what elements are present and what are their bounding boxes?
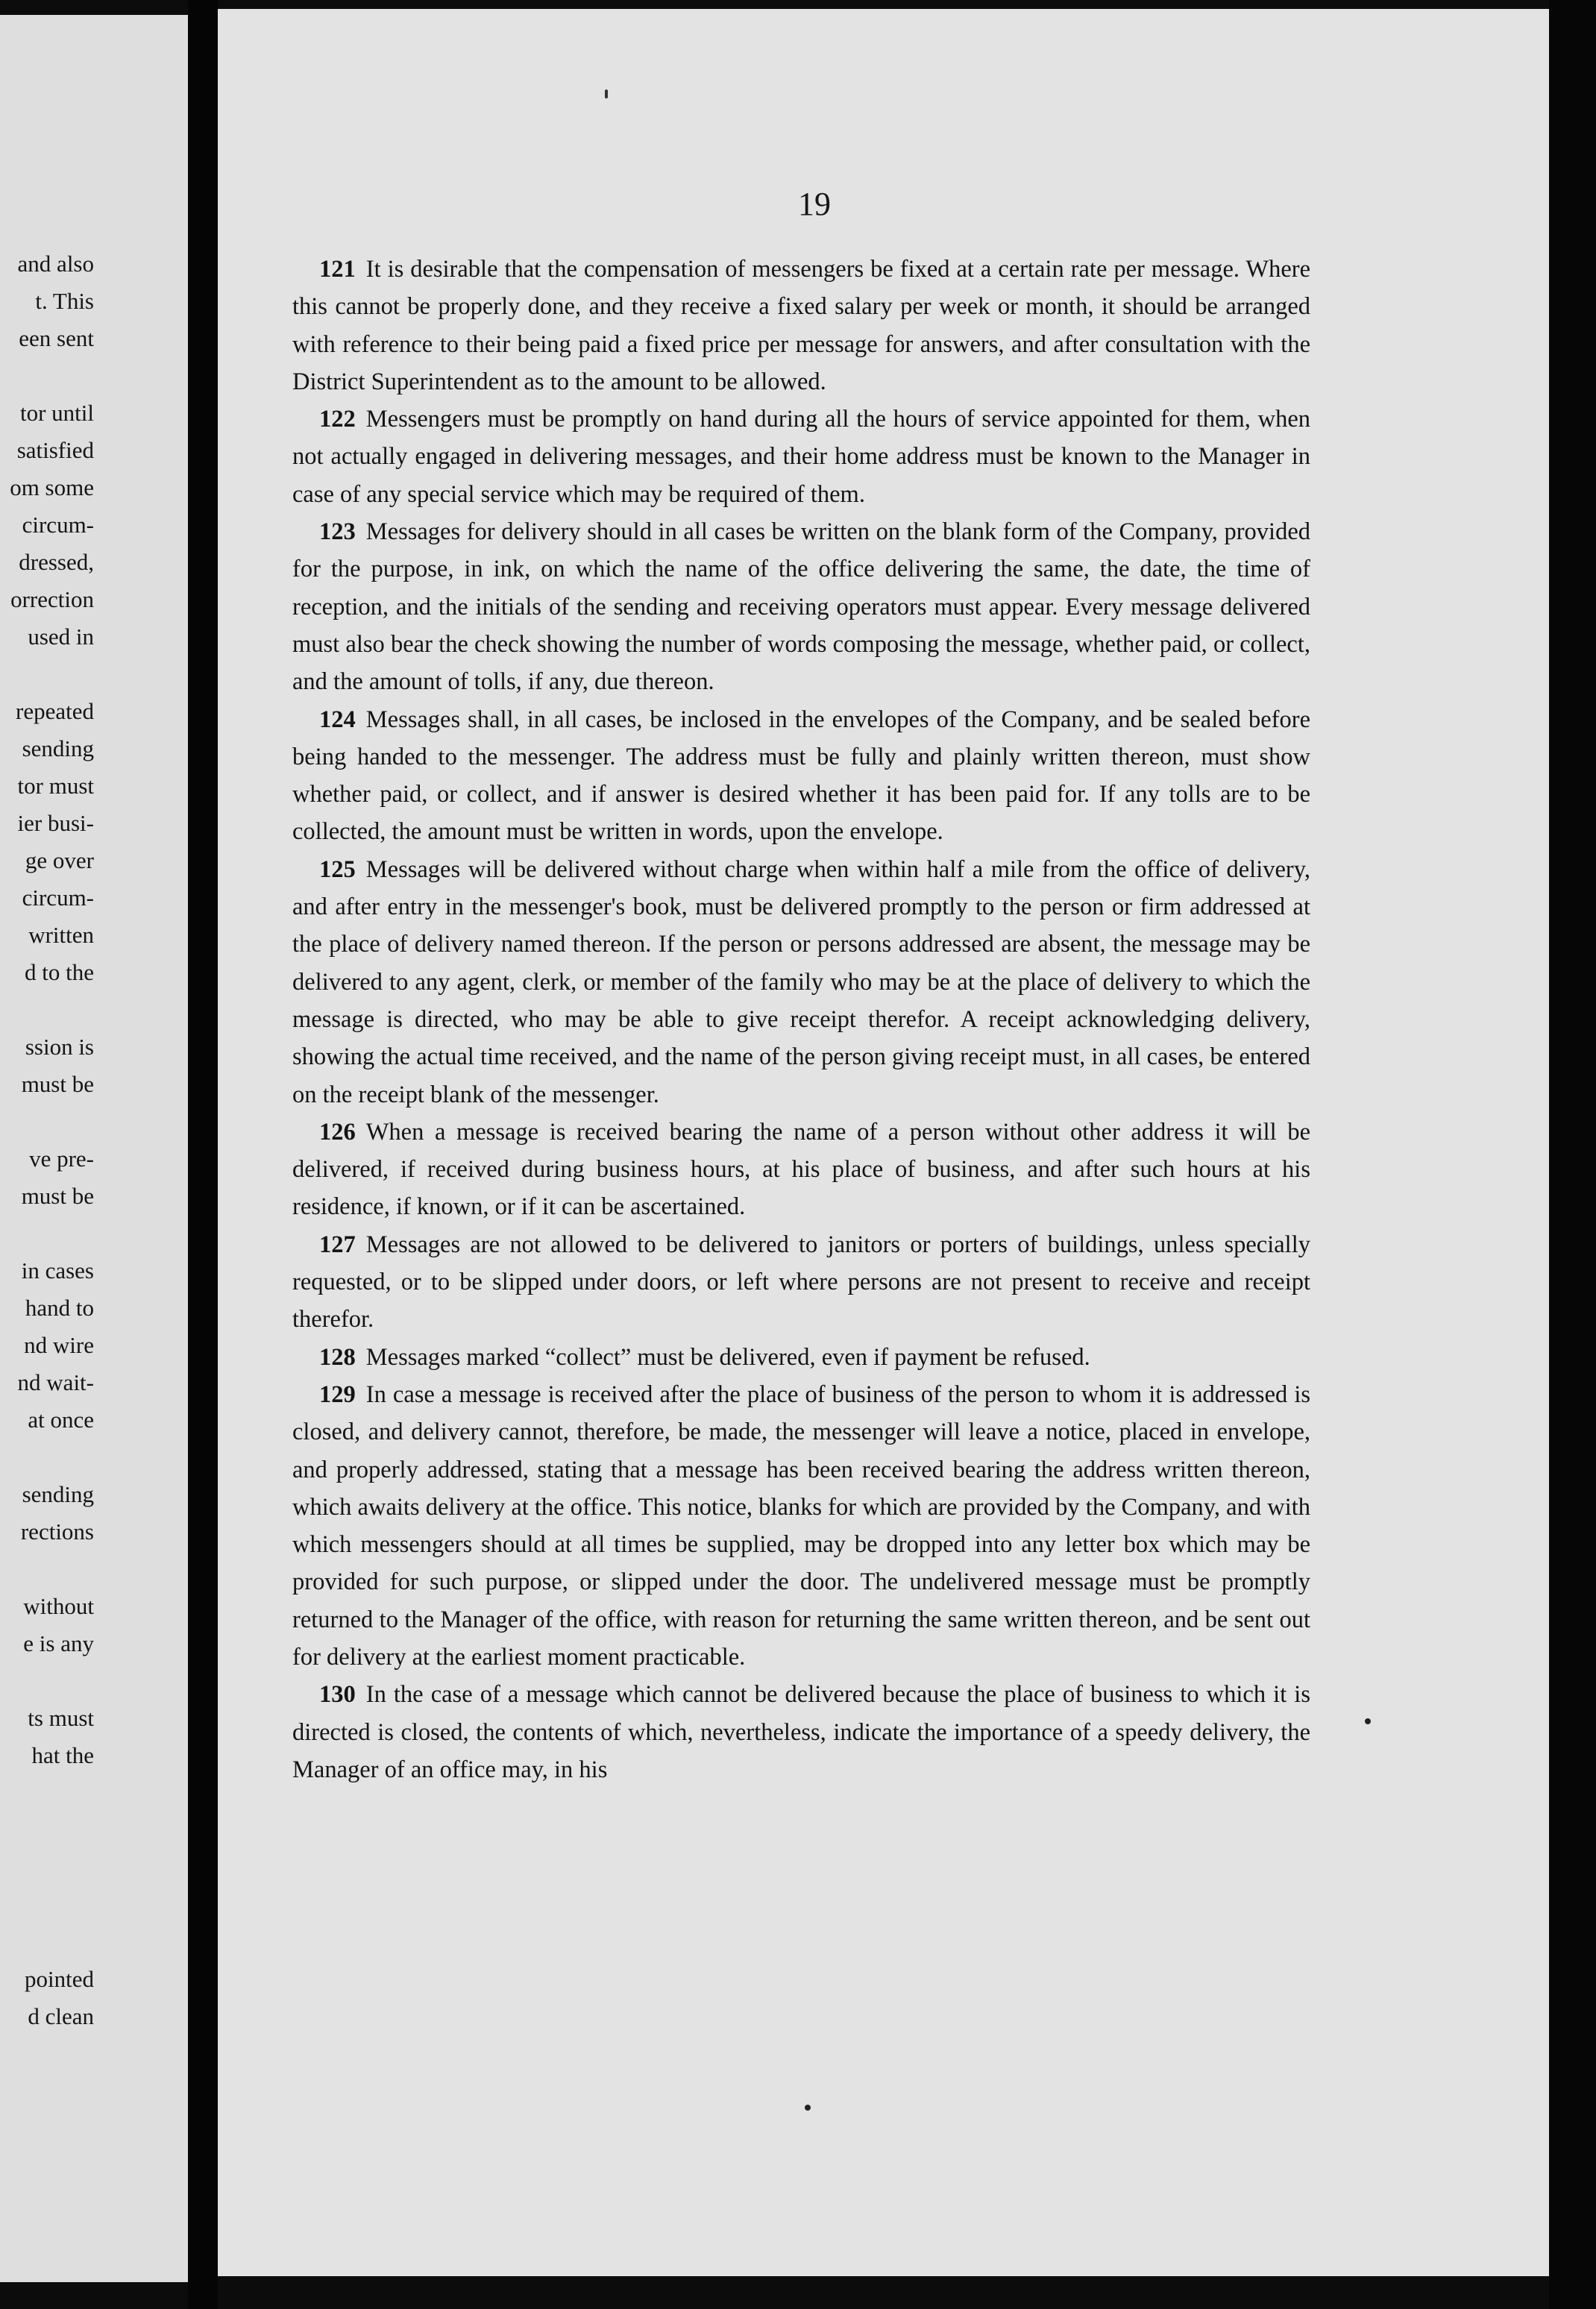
left-page-line: om some (10, 474, 94, 500)
rule-paragraph (292, 1226, 1310, 1339)
left-page-line: and also (17, 251, 94, 277)
left-page-line: hand to (25, 1295, 94, 1321)
left-page-line: dressed, (19, 549, 94, 575)
rule-text: Messages will be delivered without charge when within half a mile from the office of delivery, and after entry in the messenger's book, must be delivered promptly to the person or firm addressed at the place of delivery named thereon. If the person or persons addressed are absent, the message may be delivered to any agent, clerk, or member of the family who may be at the place of delivery to which the message is directed, who may be able to give receipt therefor. A receipt acknowledging delivery, showing the actual time received, and the name of the person giving receipt must, in all cases, be entered on the receipt blank of the messenger. (292, 855, 1310, 1108)
rule-number: 126 (319, 1118, 356, 1146)
rule-number: 122 (319, 406, 356, 433)
rule-text: When a message is received bearing the name of a person without other address it will be delivered, if received during business hours, at his place of business, and after such hours at his residence, if known, or if it can be ascertained. (292, 1118, 1310, 1221)
left-page-line: rections (20, 1518, 94, 1545)
document-page (218, 9, 1549, 2276)
left-page-line: must be (21, 1071, 94, 1097)
page-number: 19 (798, 186, 831, 222)
rule-paragraph (292, 1339, 1310, 1376)
rule-paragraph (292, 1676, 1310, 1788)
stray-ink-dot (805, 2105, 811, 2111)
rule-paragraph (292, 400, 1310, 513)
left-page-line: sending (22, 1481, 94, 1507)
rule-paragraph (292, 513, 1310, 700)
left-page-line: ve pre- (29, 1146, 94, 1172)
left-page-line: ier busi- (17, 810, 94, 836)
rule-text: In the case of a message which cannot be delivered because the place of business to which it is directed is closed, the contents of which, nevertheless, indicate the importance of a speedy delivery, the Manager of an office may, in his (292, 1681, 1310, 1783)
stray-ink-mark (605, 89, 608, 98)
left-page-line: pointed (25, 1966, 94, 1992)
rule-paragraph (292, 851, 1310, 1113)
left-page-line: tor must (17, 773, 94, 799)
facing-page-fragment (0, 15, 188, 2282)
left-page-line: circum- (22, 512, 94, 538)
left-page-line: sending (22, 735, 94, 761)
rule-paragraph (292, 701, 1310, 851)
rule-number: 125 (319, 855, 356, 883)
rule-paragraph (292, 1376, 1310, 1676)
book-gutter (188, 0, 218, 2309)
rule-number: 124 (319, 706, 356, 733)
left-page-line: in cases (21, 1257, 94, 1284)
left-page-line: circum- (22, 885, 94, 911)
left-page-line: nd wait- (17, 1369, 94, 1395)
rule-paragraph (292, 1113, 1310, 1226)
left-page-line: at once (28, 1407, 94, 1433)
left-page-line: must be (21, 1183, 94, 1209)
left-page-line: nd wire (24, 1332, 94, 1358)
left-page-line: ts must (28, 1705, 94, 1731)
left-page-line: ssion is (25, 1034, 94, 1060)
rule-text: It is desirable that the compensation of messengers be fixed at a certain rate per message. Where this cannot be properly done, and they receive a fixed salary per week or month, it should be arranged with reference to their being paid a fixed price per message for answers, and after consultation with the District Superintendent as to the amount to be allowed. (292, 256, 1310, 395)
rule-number: 129 (319, 1380, 356, 1408)
rule-number: 130 (319, 1681, 356, 1709)
left-page-line: een sent (19, 325, 94, 351)
left-page-line: d to the (25, 959, 94, 985)
left-page-line: t. This (35, 288, 94, 314)
left-page-line: written (28, 922, 94, 948)
left-page-line: satisfied (16, 437, 94, 463)
left-page-line: orrection (10, 586, 94, 612)
rule-text: Messages marked “collect” must be delivered, even if payment be refused. (365, 1343, 1090, 1371)
rule-number: 123 (319, 518, 356, 546)
rule-text: Messages shall, in all cases, be inclosed in the envelopes of the Company, and be sealed before being handed to the messenger. The address must be fully and plainly written thereon, must show whether paid, or collect, and if answer is desired whether it has been paid for. If any tolls are to be collected, the amount must be written in words, upon the envelope. (292, 706, 1310, 846)
left-page-line: e is any (23, 1630, 94, 1656)
left-page-line: ge over (25, 847, 94, 873)
left-page-line: without (23, 1593, 94, 1619)
rule-text: Messages are not allowed to be delivered to janitors or porters of buildings, unless specially requested, or to be slipped under doors, or left where persons are not present to receive and receipt therefor. (292, 1231, 1310, 1333)
left-page-line: d clean (28, 2003, 94, 2029)
rule-number: 121 (319, 256, 356, 283)
scan-edge (1549, 0, 1596, 2309)
rule-text: Messages for delivery should in all cases be written on the blank form of the Company, provided for the purpose, in ink, on which the name of the office delivering the same, the date, the time of reception, and the initials of the sending and receiving operators must appear. Every message delivered must also bear the check showing the number of words composing the message, whether paid, or collect, and the amount of tolls, if any, due thereon. (292, 518, 1310, 696)
rules-text (292, 251, 1310, 1788)
rule-paragraph (292, 251, 1310, 400)
rule-text: Messengers must be promptly on hand during all the hours of service appointed for them, when not actually engaged in delivering messages, and their home address must be known to the Manager in case of any special service which may be required of them. (292, 406, 1310, 508)
left-page-line: tor until (19, 400, 94, 426)
rule-text: In case a message is received after the place of business of the person to whom it is addressed is closed, and delivery cannot, therefore, be made, the messenger will leave a notice, placed in envelope, and properly addressed, stating that a message has been received bearing the address written thereon, which awaits delivery at the office. This notice, blanks for which are provided by the Company, and with which messengers should at all times be supplied, may be dropped into any letter box which may be provided for such purpose, or slipped under the door. The undelivered message must be promptly returned to the Manager of the office, with reason for returning the same written thereon, and be sent out for delivery at the earliest moment practicable. (292, 1380, 1310, 1671)
stray-ink-dot (1365, 1718, 1371, 1724)
rule-number: 127 (319, 1231, 356, 1258)
left-page-line: used in (28, 623, 94, 650)
left-page-line: hat the (31, 1742, 94, 1768)
left-page-line: repeated (16, 698, 94, 724)
rule-number: 128 (319, 1343, 356, 1371)
